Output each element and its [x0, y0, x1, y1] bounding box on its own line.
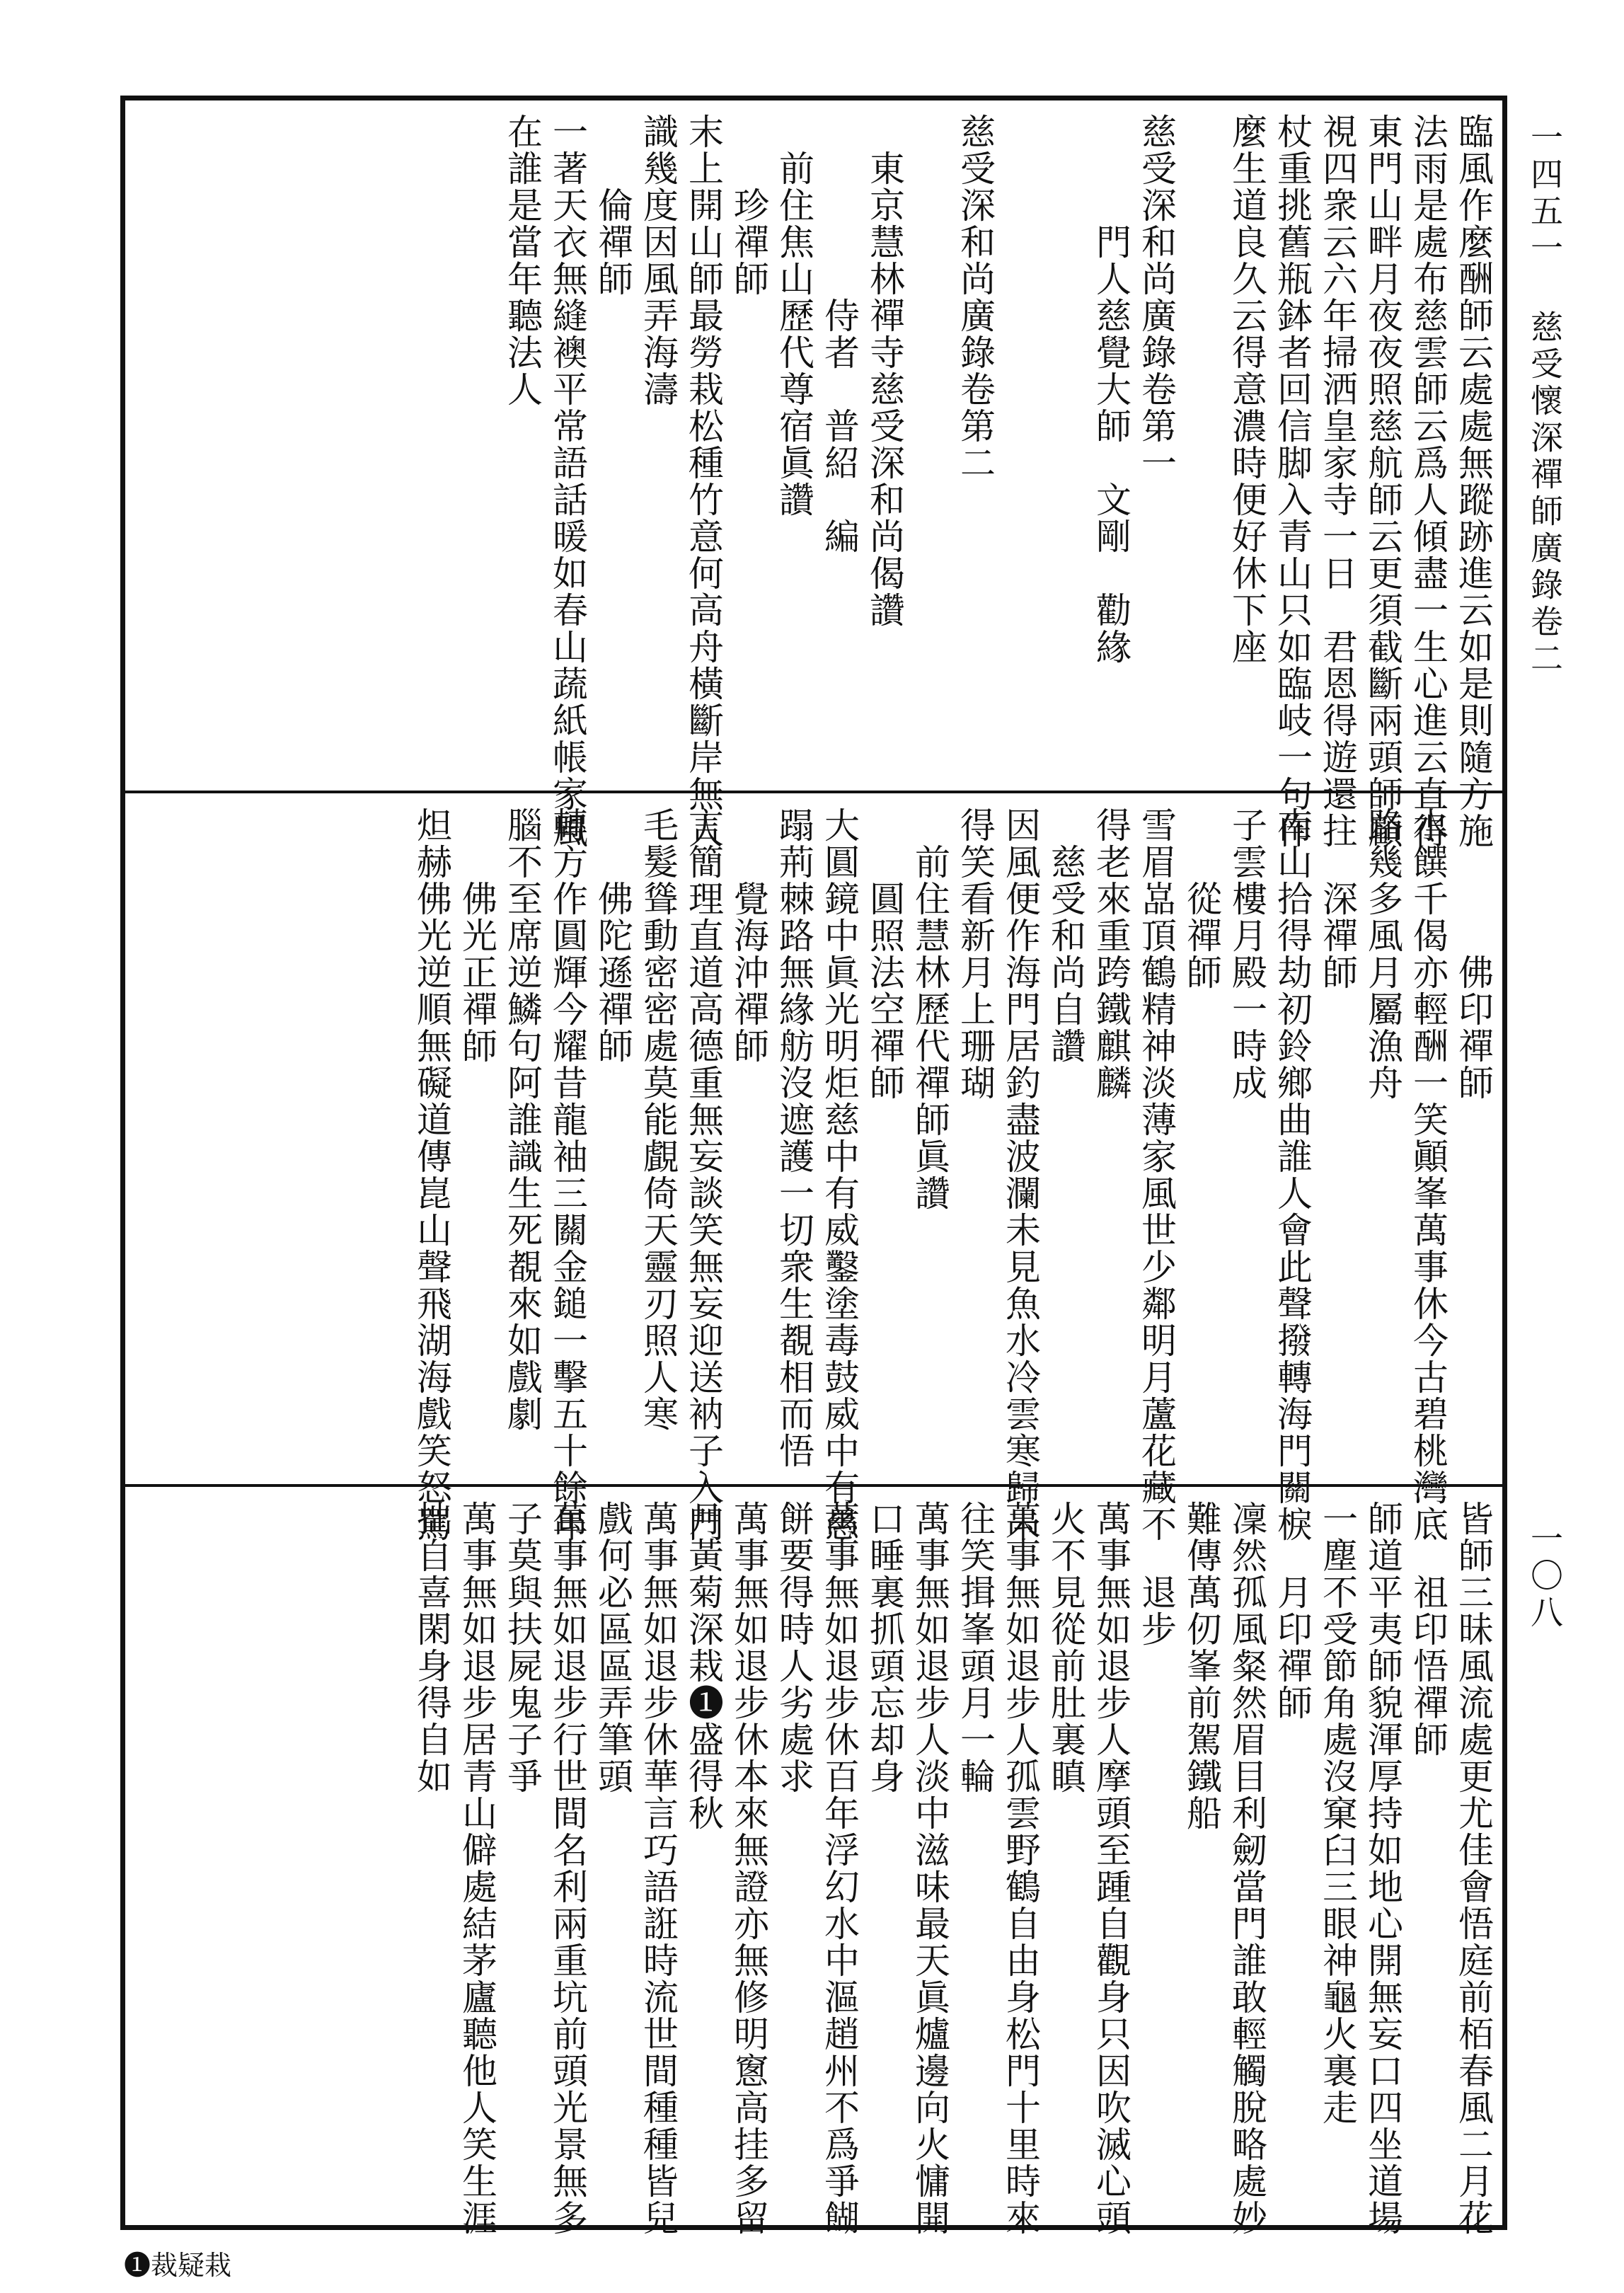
text-column: 大圓鏡中眞光明炬慈中有威鑿塗毒鼓威中有慈 [819, 807, 860, 1543]
text-column: 臨風作麼酬師云處處無蹤跡進云如是則隨方施 [1453, 113, 1494, 849]
text-column: 子雲樓月殿一時成 [1226, 807, 1267, 1101]
text-column: 前住慧林歷代禪師眞讚 [909, 807, 950, 1212]
text-column [1001, 113, 1040, 778]
text-column: 萬事無如退步休百年浮幻水中漚趙州不爲爭餬 [819, 1500, 860, 2236]
text-column: 萬事無如退步休華言巧語誑時流世間種種皆兒 [638, 1500, 679, 2236]
text-column: 佛印禪師 [1453, 807, 1494, 1101]
text-column: 佛光正禪師 [456, 807, 497, 1064]
text-column: 餅要得時人劣處求 [773, 1500, 814, 1795]
running-header [1521, 120, 1568, 678]
text-column: 路幾多風月屬漁舟 [1362, 807, 1403, 1101]
text-column: 在誰是當年聽法人 [502, 113, 543, 408]
text-column: 佛陀遜禪師 [592, 807, 633, 1064]
text-column: 末上開山師最勞栽松種竹意何高舟橫斷岸無人 [683, 113, 724, 849]
text-column: 覺海沖禪師 [728, 807, 769, 1064]
text-column: 南山拾得劫初鈴鄉曲誰人會此聲撥轉海門關棙 [1272, 807, 1313, 1543]
text-column [1182, 113, 1221, 778]
text-column: 往笑揖峯頭月一輪 [955, 1500, 996, 1795]
text-column: 腦不至席逆鱗句阿誰識生死覩來如戲劇 [502, 807, 543, 1432]
text-column: 祖印悟禪師 [1407, 1500, 1449, 1758]
text-column: 難傳萬仞峯前駕鐵船 [1181, 1500, 1222, 1832]
text-column: 萬事無如退步人淡中滋味最天眞爐邊向火慵開 [909, 1500, 950, 2236]
text-column: 拙自喜閑身得自如 [411, 1500, 452, 1795]
register-top [134, 113, 1494, 849]
text-column: 炟赫佛光逆順無礙道傳崑山聲飛湖海戲笑怒罵 [411, 807, 452, 1543]
running-title: 慈受懷深禪師廣錄卷二 [1526, 310, 1564, 678]
text-column: 一著天衣無縫襖平常語話暖如春山蔬紙帳家風 [547, 113, 588, 849]
text-column: 珍禪師 [728, 113, 769, 297]
text-column: 識幾度因風弄海濤 [638, 113, 679, 408]
text-column: 慈受深和尚廣錄卷第二 [955, 113, 996, 481]
register-bottom [134, 1500, 1494, 2236]
text-column: 前住焦山歷代尊宿眞讚 [773, 113, 814, 518]
text-column: 門人慈覺大師 文剛 勸緣 [1090, 113, 1131, 665]
text-column: 戲何必區區弄筆頭 [592, 1500, 633, 1795]
text-column: 萬事無如退步人摩頭至踵自觀身只因吹滅心頭 [1090, 1500, 1131, 2236]
text-column: 萬事無如退步人孤雲野鶴自由身松門十里時來 [1000, 1500, 1041, 2236]
text-column: 從禪師 [1181, 807, 1222, 991]
text-column: 法雨是處布慈雲師云爲人傾盡一生心進云直得 [1407, 113, 1449, 849]
text-column: 言簡理直道高德重無妄談笑無妄迎送衲子入門 [683, 807, 724, 1543]
text-column: 得老來重跨鐵麒麟 [1090, 807, 1131, 1101]
page-number: 一〇八 [1526, 1522, 1564, 1632]
text-column: 火不見從前肚裏瞋 [1045, 1500, 1086, 1795]
text-column: 侍者 普紹 編 [819, 113, 860, 555]
text-column: 毛髮聳動密密處莫能覰倚天靈刃照人寒 [638, 807, 679, 1432]
text-column: 圓照法空禪師 [864, 807, 905, 1101]
text-column: 慈受和尚自讚 [1045, 807, 1086, 1064]
text-column [1046, 113, 1085, 778]
text-column: 水饌千偈亦輕酬一笑顚峯萬事休今古碧桃灣底 [1407, 807, 1449, 1543]
text-column: 慈受深和尚廣錄卷第一 [1136, 113, 1177, 481]
text-column: 蹋荊棘路無緣舫沒遮護一切衆生覩相而悟 [773, 807, 814, 1469]
register-middle [134, 807, 1494, 1543]
text-column: 口睡裏抓頭忘却身 [864, 1500, 905, 1795]
text-column: 深禪師 [1317, 807, 1358, 991]
text-column: 因風便作海門居釣盡波瀾未見魚水冷雲寒歸未 [1000, 807, 1041, 1543]
text-column: 萬事無如退步行世間名利兩重坑前頭光景無多 [547, 1500, 588, 2236]
text-column: 子莫與扶屍鬼子爭 [502, 1500, 543, 1795]
text-column: 倫禪師 [592, 113, 633, 297]
text-column: 杖重挑舊瓶鉢者回信脚入青山只如臨岐一句作 [1272, 113, 1313, 849]
footnote: ❶裁疑栽 [124, 2250, 232, 2281]
text-column: 月印禪師 [1272, 1500, 1313, 1721]
text-column: 一塵不受節角處沒窠臼三眼神龜火裏走 [1317, 1500, 1358, 2126]
text-column: 東門山畔月夜夜照慈航師云更須截斷兩頭師顧 [1362, 113, 1403, 849]
text-column: 月黃菊深栽❶盛得秋 [683, 1500, 724, 1832]
volume-number: 一四五一 [1526, 120, 1564, 268]
text-column: 東京慧林禪寺慈受深和尚偈讚 [864, 113, 905, 628]
text-column: 得笑看新月上珊瑚 [955, 807, 996, 1101]
text-column: 視四衆云六年掃洒皇家寺一日 君恩得遊還拄 [1317, 113, 1358, 849]
text-column: 凜然孤風粲然眉目利劒當門誰敢輕觸脫略處妙 [1226, 1500, 1267, 2236]
text-column: 皆師三昧風流處更尤佳會悟庭前栢春風二月花 [1453, 1500, 1494, 2236]
text-column: 雪眉嵓頂鶴精神淡薄家風世少鄰明月蘆花藏不 [1136, 807, 1177, 1543]
text-column: 師道平夷師貌渾厚持如地心開無妄口四坐道場 [1362, 1500, 1403, 2236]
text-column: 轉方作圓輝今耀昔龍袖三關金鎚一擊五十餘年 [547, 807, 588, 1543]
text-column: 萬事無如退步居青山僻處結茅廬聽他人笑生涯 [456, 1500, 497, 2236]
text-column: 萬事無如退步休本來無證亦無修明窻高挂多留 [728, 1500, 769, 2236]
text-column [910, 113, 950, 778]
text-column: 麼生道良久云得意濃時便好休下座 [1226, 113, 1267, 665]
text-column: 退步 [1136, 1500, 1177, 1648]
